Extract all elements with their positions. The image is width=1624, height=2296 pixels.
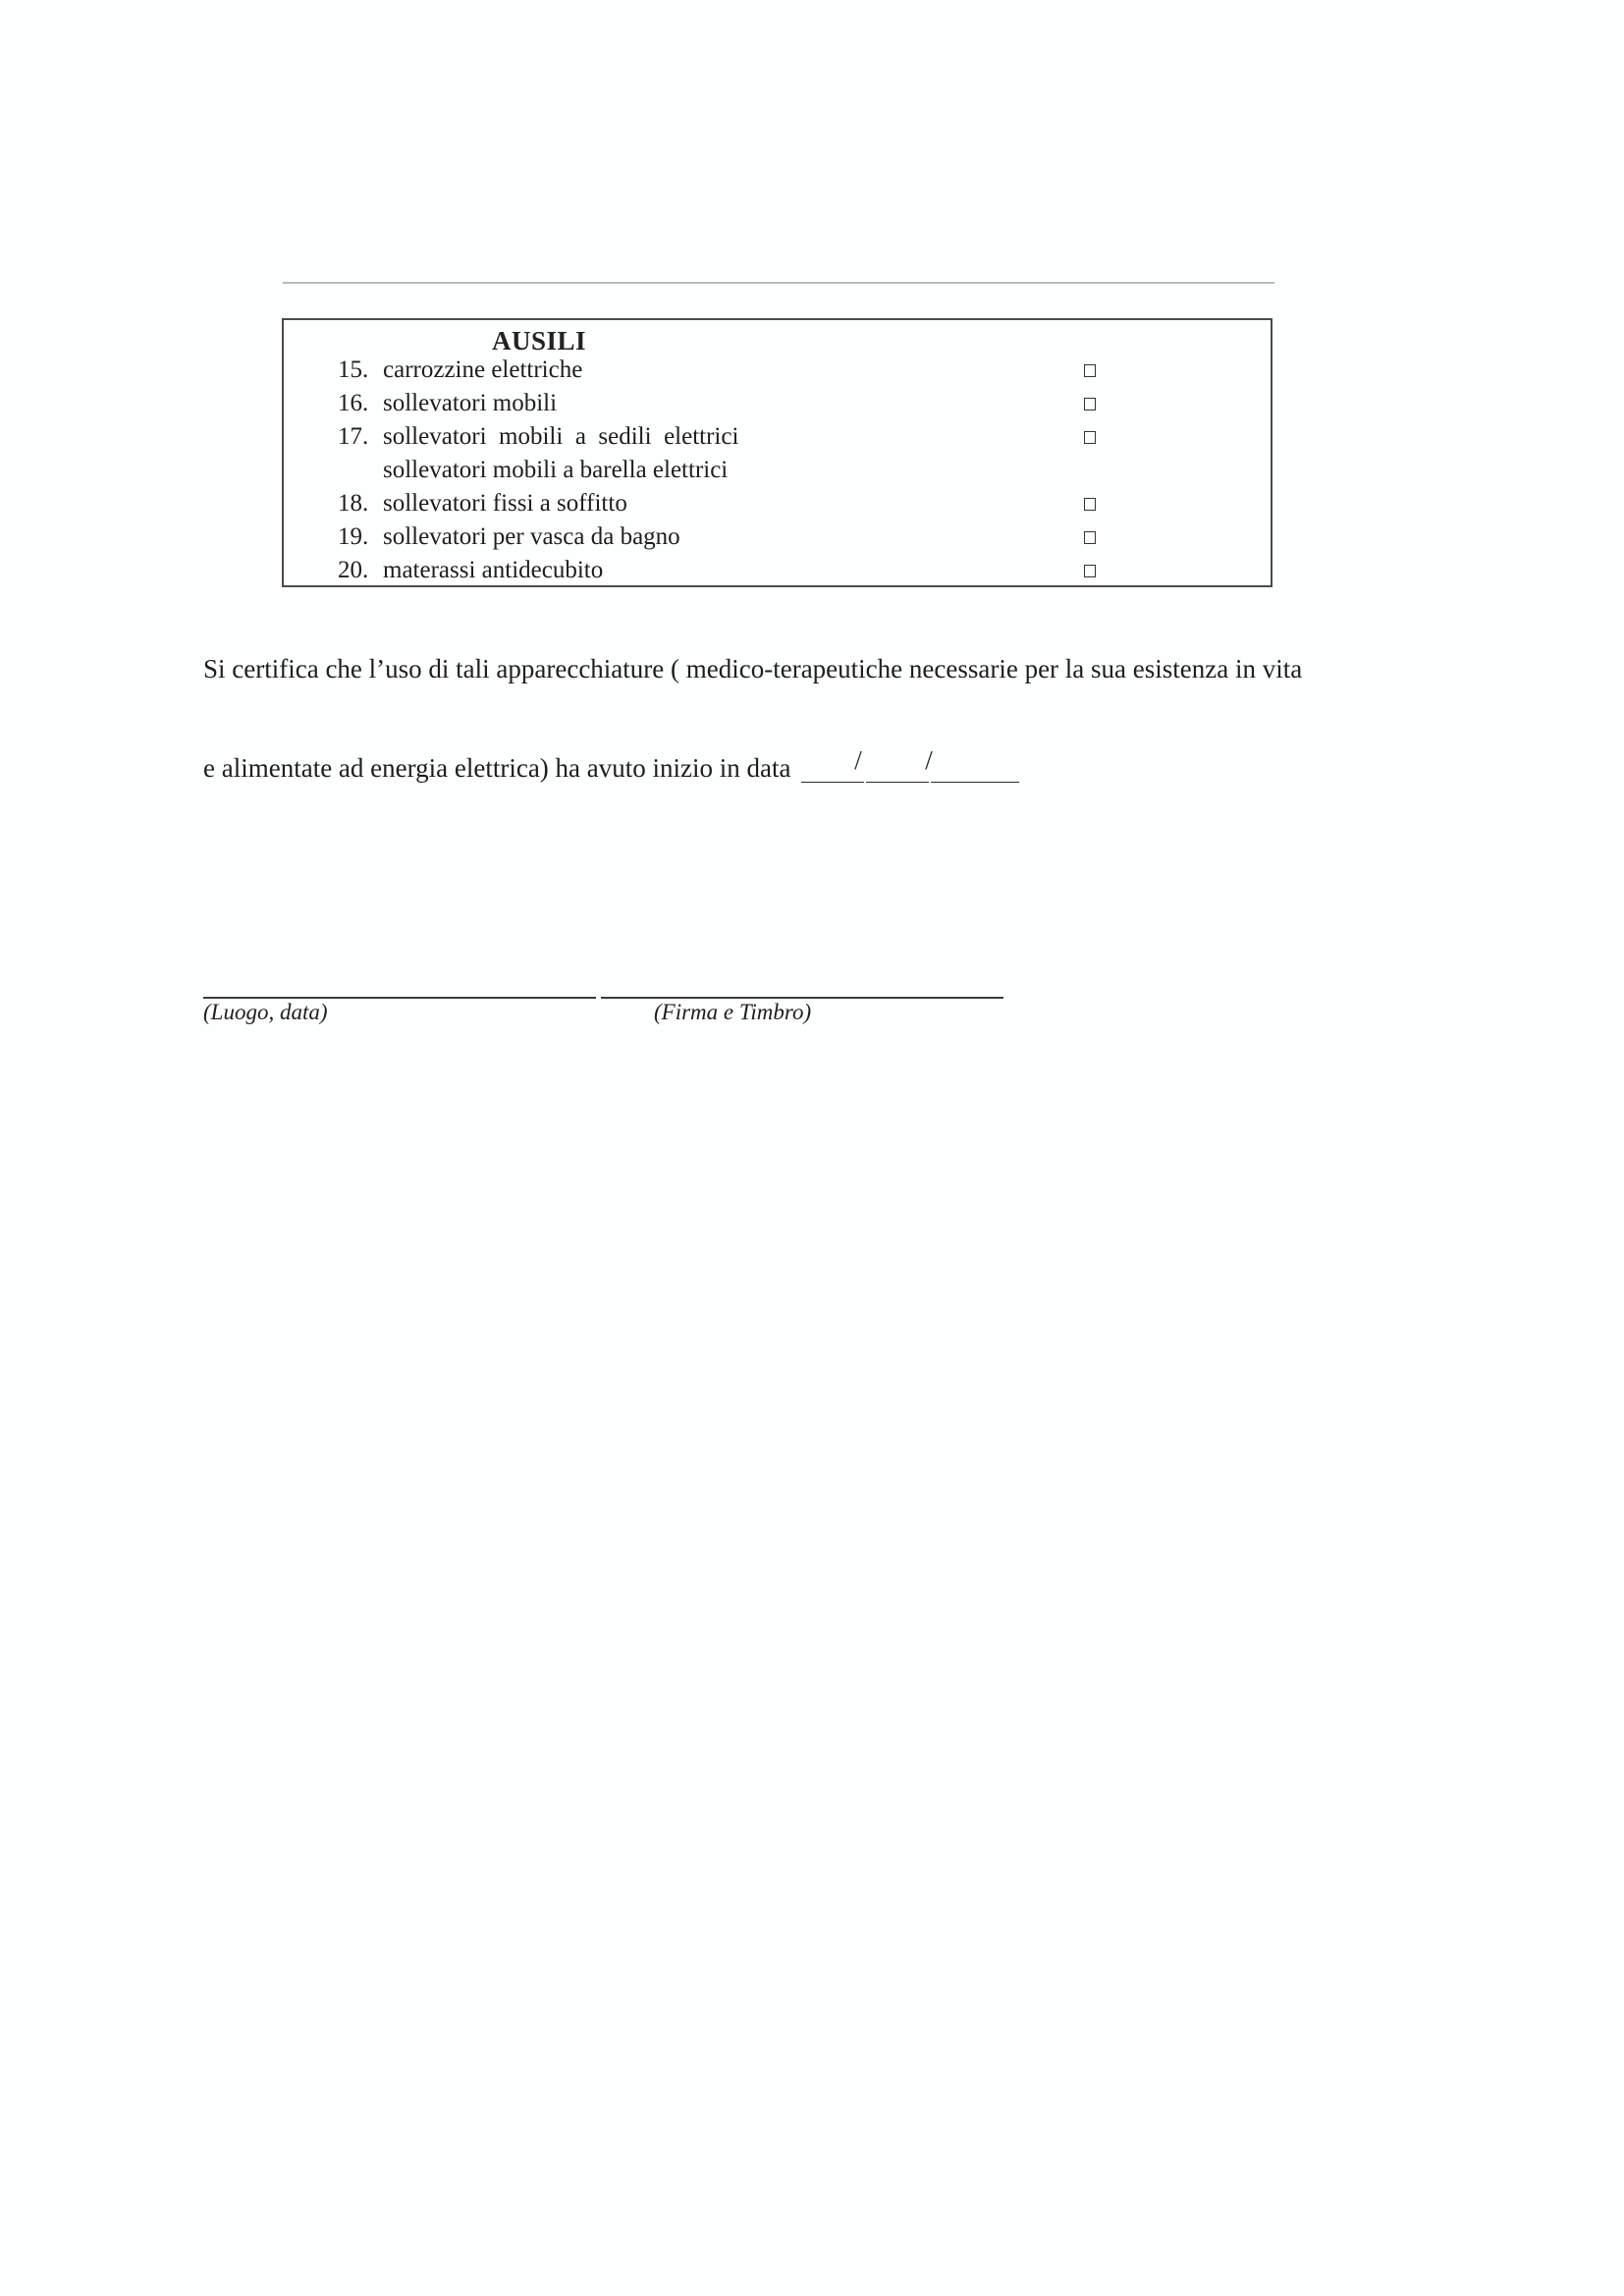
date-separator: /: [854, 745, 862, 775]
checkbox-sollevatori-mobili-sedili-elettrici[interactable]: [1084, 431, 1096, 444]
certification-line-2-text: e alimentate ad energia elettrica) ha avuto inizio in data: [203, 753, 791, 783]
start-date-field[interactable]: [801, 745, 1022, 777]
item-label: sollevatori mobili a sedili elettrici: [383, 423, 739, 450]
checkbox-sollevatori-fissi-soffitto[interactable]: [1084, 498, 1096, 511]
item-number: 17.: [338, 423, 369, 450]
item-number: 18.: [338, 490, 369, 517]
date-month-blank[interactable]: [866, 782, 929, 783]
item-number: 16.: [338, 390, 369, 416]
top-divider: [283, 282, 1274, 284]
certification-line-2: [203, 745, 1022, 784]
ausili-item-17-continuation: sollevatori mobili a barella elettrici: [383, 457, 729, 483]
checkbox-carrozzine-elettriche[interactable]: [1084, 364, 1096, 377]
date-day-blank[interactable]: [801, 782, 864, 783]
date-year-blank[interactable]: [931, 782, 1019, 783]
item-label: sollevatori per vasca da bagno: [383, 523, 680, 550]
ausili-title: AUSILI: [492, 326, 587, 355]
place-date-caption: (Luogo, data): [203, 1000, 328, 1024]
item-label: carrozzine elettriche: [383, 356, 583, 383]
ausili-item-18: [338, 487, 1221, 520]
date-separator: /: [925, 745, 933, 775]
item-number: 20.: [338, 557, 369, 583]
signature-caption: (Firma e Timbro): [654, 1000, 812, 1024]
item-label: materassi antidecubito: [383, 557, 604, 583]
signature-line[interactable]: [601, 997, 1003, 999]
checkbox-sollevatori-mobili[interactable]: [1084, 398, 1096, 410]
item-number: 15.: [338, 356, 369, 383]
ausili-item-19: [338, 520, 1221, 554]
ausili-item-16: [338, 387, 1221, 420]
place-date-line[interactable]: [203, 997, 596, 999]
ausili-section: [282, 318, 1272, 587]
item-label: sollevatori fissi a soffitto: [383, 490, 627, 517]
ausili-item-20: [338, 554, 1221, 587]
ausili-item-17: [338, 420, 1221, 454]
item-number: 19.: [338, 523, 369, 550]
certification-line-1: Si certifica che l’uso di tali apparecchiature ( medico-terapeutiche necessarie per la sua esistenza in vita: [203, 654, 1303, 683]
checkbox-materassi-antidecubito[interactable]: [1084, 565, 1096, 577]
ausili-item-15: [338, 354, 1221, 387]
item-label: sollevatori mobili: [383, 390, 558, 416]
checkbox-sollevatori-vasca-bagno[interactable]: [1084, 531, 1096, 544]
